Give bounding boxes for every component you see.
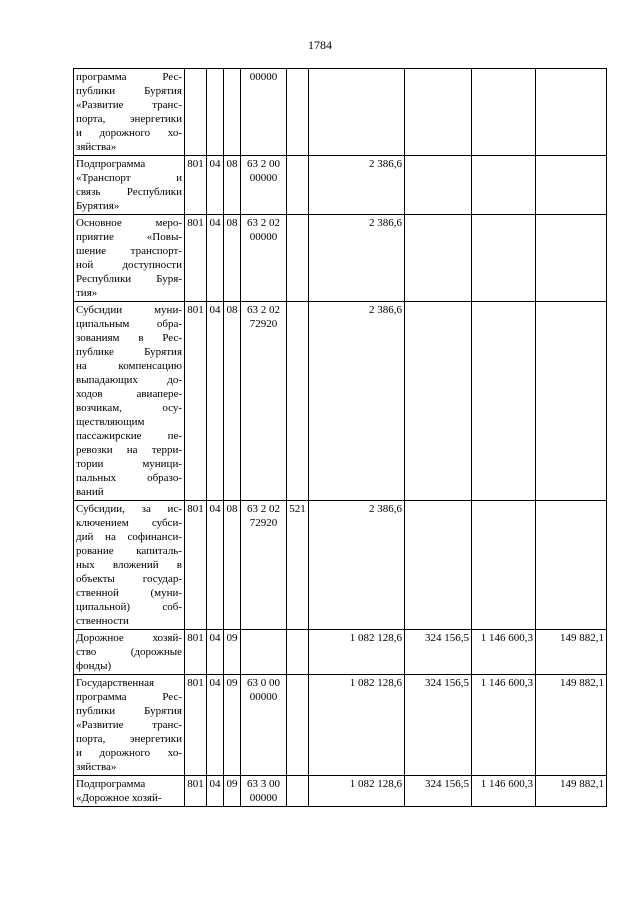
- table-row: [74, 501, 607, 630]
- amount-cell-3: [472, 69, 536, 156]
- amount-cell-1: 2 386,6: [309, 215, 405, 302]
- target-article-cell: 63 0 00 00000: [241, 675, 287, 776]
- amount-cell-4: 149 882,1: [536, 675, 607, 776]
- expense-type-cell: [287, 630, 309, 675]
- item-name-line: Субсидии муни-: [76, 304, 182, 316]
- expense-type-cell: [287, 302, 309, 501]
- subsection-code-cell: [224, 69, 241, 156]
- item-name-line: ваний: [76, 486, 104, 498]
- amount-cell-3: [472, 302, 536, 501]
- amount-cell-2: [405, 156, 472, 215]
- dept-code-cell: 801: [185, 501, 207, 630]
- item-name-cell: [74, 776, 185, 807]
- amount-cell-3: [472, 215, 536, 302]
- item-name-line: Подпрограмма: [76, 778, 146, 790]
- table-row: [74, 776, 607, 807]
- item-name-line: дий на софинанси-: [76, 531, 182, 543]
- subsection-code-cell: 08: [224, 501, 241, 630]
- subsection-code-cell: 08: [224, 215, 241, 302]
- item-name-line: возчикам, осу-: [76, 402, 182, 414]
- amount-cell-1: 2 386,6: [309, 156, 405, 215]
- expense-type-cell: [287, 215, 309, 302]
- amount-cell-3: [472, 156, 536, 215]
- expense-type-cell: [287, 156, 309, 215]
- section-code-cell: 04: [207, 501, 224, 630]
- item-name-line: Государственная: [76, 677, 155, 689]
- dept-code-cell: 801: [185, 630, 207, 675]
- item-name-line: Республики Буря-: [76, 273, 182, 285]
- item-name-cell: [74, 630, 185, 675]
- item-name-cell: [74, 215, 185, 302]
- item-name-line: пальных образо-: [76, 472, 182, 484]
- item-name-line: порта, энергетики: [76, 113, 182, 125]
- item-name-line: тории муници-: [76, 458, 182, 470]
- amount-cell-3: 1 146 600,3: [472, 776, 536, 807]
- table-row: [74, 302, 607, 501]
- page-number: 1784: [308, 38, 332, 52]
- item-name-line: фонды): [76, 660, 112, 672]
- section-code-cell: 04: [207, 156, 224, 215]
- item-name-line: ных вложений в: [76, 559, 182, 571]
- item-name-cell: [74, 156, 185, 215]
- item-name-line: Основное меро-: [76, 217, 182, 229]
- amount-cell-1: 1 082 128,6: [309, 675, 405, 776]
- target-article-cell: [241, 630, 287, 675]
- item-name-line: «Дорожное хозяй-: [76, 792, 162, 804]
- target-article-cell: 63 3 00 00000: [241, 776, 287, 807]
- dept-code-cell: 801: [185, 215, 207, 302]
- table-row: [74, 69, 607, 156]
- item-name-line: зяйства»: [76, 761, 117, 773]
- item-name-line: шение транспорт-: [76, 245, 182, 257]
- target-article-cell: 63 2 02 72920: [241, 302, 287, 501]
- item-name-line: зяйства»: [76, 141, 117, 153]
- amount-cell-4: [536, 69, 607, 156]
- item-name-line: «Транспорт и: [76, 172, 182, 184]
- expense-type-cell: 521: [287, 501, 309, 630]
- item-name-line: Подпрограмма: [76, 158, 146, 170]
- amount-cell-3: 1 146 600,3: [472, 630, 536, 675]
- table-row: [74, 215, 607, 302]
- subsection-code-cell: 08: [224, 156, 241, 215]
- amount-cell-4: 149 882,1: [536, 630, 607, 675]
- subsection-code-cell: 08: [224, 302, 241, 501]
- amount-cell-2: [405, 69, 472, 156]
- amount-cell-1: 2 386,6: [309, 501, 405, 630]
- item-name-cell: [74, 675, 185, 776]
- amount-cell-4: [536, 501, 607, 630]
- section-code-cell: 04: [207, 215, 224, 302]
- item-name-line: ципальным обра-: [76, 318, 182, 330]
- item-name-line: ципальной) соб-: [76, 601, 182, 613]
- item-name-line: Бурятия»: [76, 200, 120, 212]
- item-name-line: Дорожное хозяй-: [76, 632, 182, 644]
- dept-code-cell: 801: [185, 776, 207, 807]
- item-name-line: публики Бурятия: [76, 85, 182, 97]
- item-name-line: ключением субси-: [76, 517, 182, 529]
- item-name-line: ство (дорожные: [76, 646, 182, 658]
- amount-cell-1: [309, 69, 405, 156]
- table-row: [74, 630, 607, 675]
- target-article-cell: 63 2 02 72920: [241, 501, 287, 630]
- amount-cell-2: 324 156,5: [405, 776, 472, 807]
- dept-code-cell: 801: [185, 675, 207, 776]
- amount-cell-4: [536, 215, 607, 302]
- amount-cell-1: 2 386,6: [309, 302, 405, 501]
- amount-cell-2: [405, 215, 472, 302]
- item-name-line: программа Рес-: [76, 71, 182, 83]
- budget-table: [73, 68, 607, 807]
- item-name-line: ственности: [76, 615, 129, 627]
- section-code-cell: 04: [207, 302, 224, 501]
- expense-type-cell: [287, 69, 309, 156]
- item-name-line: программа Рес-: [76, 691, 182, 703]
- item-name-line: приятие «Повы-: [76, 231, 182, 243]
- dept-code-cell: 801: [185, 156, 207, 215]
- item-name-line: и дорожного хо-: [76, 747, 182, 759]
- amount-cell-2: [405, 501, 472, 630]
- dept-code-cell: [185, 69, 207, 156]
- item-name-cell: [74, 302, 185, 501]
- amount-cell-2: 324 156,5: [405, 630, 472, 675]
- amount-cell-2: 324 156,5: [405, 675, 472, 776]
- subsection-code-cell: 09: [224, 776, 241, 807]
- table-row: [74, 156, 607, 215]
- item-name-cell: [74, 69, 185, 156]
- item-name-line: публике Бурятия: [76, 346, 182, 358]
- amount-cell-4: 149 882,1: [536, 776, 607, 807]
- item-name-line: связь Республики: [76, 186, 182, 198]
- expense-type-cell: [287, 675, 309, 776]
- amount-cell-1: 1 082 128,6: [309, 776, 405, 807]
- item-name-line: Субсидии, за ис-: [76, 503, 182, 515]
- section-code-cell: 04: [207, 675, 224, 776]
- amount-cell-1: 1 082 128,6: [309, 630, 405, 675]
- item-name-line: пассажирские пе-: [76, 430, 182, 442]
- item-name-line: выпадающих до-: [76, 374, 182, 386]
- item-name-line: ревозки на терри-: [76, 444, 182, 456]
- target-article-cell: 63 2 02 00000: [241, 215, 287, 302]
- item-name-line: порта, энергетики: [76, 733, 182, 745]
- section-code-cell: 04: [207, 630, 224, 675]
- subsection-code-cell: 09: [224, 675, 241, 776]
- item-name-line: объекты государ-: [76, 573, 182, 585]
- item-name-line: ходов авиапере-: [76, 388, 182, 400]
- table-row: [74, 675, 607, 776]
- item-name-line: ной доступности: [76, 259, 182, 271]
- target-article-cell: 63 2 00 00000: [241, 156, 287, 215]
- item-name-line: тия»: [76, 287, 98, 299]
- dept-code-cell: 801: [185, 302, 207, 501]
- item-name-line: ществляющим: [76, 416, 145, 428]
- amount-cell-3: 1 146 600,3: [472, 675, 536, 776]
- table-body: [74, 69, 607, 807]
- amount-cell-2: [405, 302, 472, 501]
- item-name-line: публики Бурятия: [76, 705, 182, 717]
- section-code-cell: 04: [207, 776, 224, 807]
- item-name-line: «Развитие транс-: [76, 99, 182, 111]
- item-name-line: рование капиталь-: [76, 545, 182, 557]
- expense-type-cell: [287, 776, 309, 807]
- item-name-line: зованиям в Рес-: [76, 332, 182, 344]
- amount-cell-3: [472, 501, 536, 630]
- subsection-code-cell: 09: [224, 630, 241, 675]
- item-name-line: «Развитие транс-: [76, 719, 182, 731]
- item-name-line: ственной (муни-: [76, 587, 182, 599]
- item-name-line: и дорожного хо-: [76, 127, 182, 139]
- amount-cell-4: [536, 302, 607, 501]
- target-article-cell: 00000: [241, 69, 287, 156]
- item-name-cell: [74, 501, 185, 630]
- amount-cell-4: [536, 156, 607, 215]
- section-code-cell: [207, 69, 224, 156]
- item-name-line: на компенсацию: [76, 360, 182, 372]
